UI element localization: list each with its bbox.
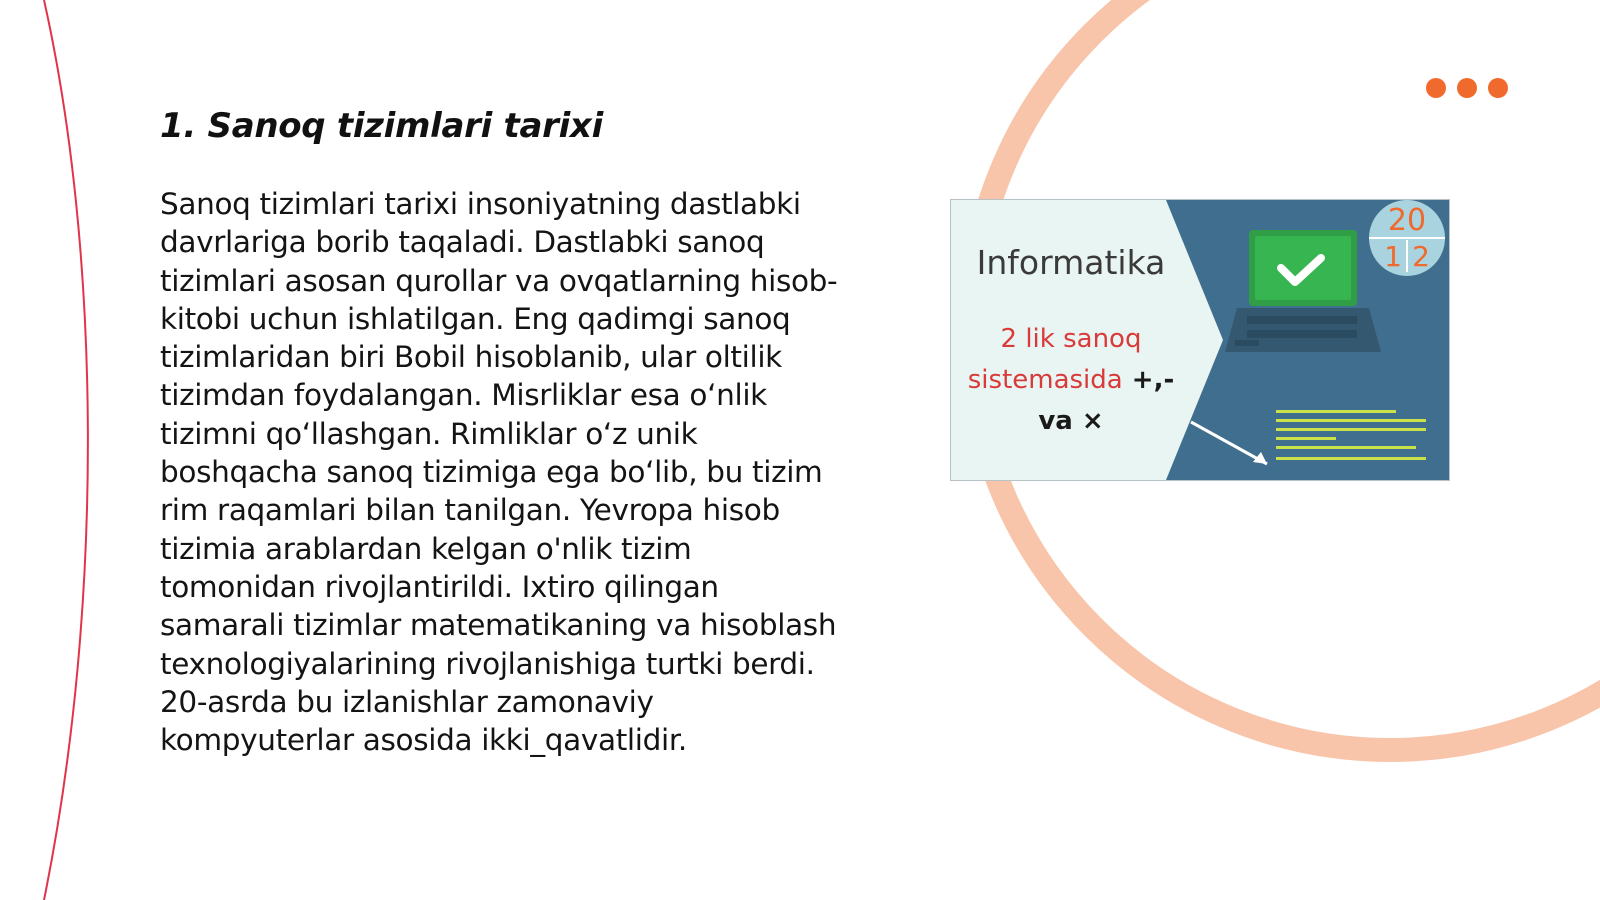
dot-icon	[1488, 78, 1508, 98]
svg-text:2: 2	[1412, 240, 1430, 273]
svg-text:20: 20	[1387, 203, 1427, 238]
slide-paragraph: Sanoq tizimlari tarixi insoniyatning dastlabki davrlariga borib taqaladi. Dastlabki sanoq tizimlari asosan qurollar va ovqatlarning hisob-kitobi uchun ishlatilgan. Eng qadimgi sanoq tizimlaridan biri Bobil hisoblanib, ular oltilik tizimdan foydalangan. Misrliklar esa o‘nlik tizimni qo‘llashgan. Rimliklar o‘z unik boshqacha sanoq tizimiga ega bo‘lib, bu tizim rim raqamlari bilan tanilgan. Yevropa hisob tizimia arablardan kelgan o'nlik tizim tomonidan rivojlantirildi. Ixtiro qilingan samarali tizimlar matematikaning va hisoblash texnologiyalarining rivojlanishiga turtki berdi. 20-asrda bu izlanishlar zamonaviy kompyuterlar asosida ikki_qavatlidir.	[160, 187, 838, 758]
slide-title: 1. Sanoq tizimlari tarixi	[160, 106, 603, 146]
thumbnail-line-1: 2 lik sanoq	[1000, 324, 1142, 354]
menu-dots	[1426, 78, 1508, 98]
left-accent-curve	[44, 0, 88, 900]
dot-icon	[1457, 78, 1477, 98]
informatika-thumbnail	[950, 199, 1450, 481]
thumbnail-line-3: va ×	[1038, 406, 1104, 436]
thumbnail-heading: Informatika	[976, 243, 1166, 282]
thumbnail-line-2: sistemasida +,-	[967, 365, 1175, 395]
number-badge	[1369, 200, 1445, 276]
svg-text:1: 1	[1384, 240, 1402, 273]
dot-icon	[1426, 78, 1446, 98]
